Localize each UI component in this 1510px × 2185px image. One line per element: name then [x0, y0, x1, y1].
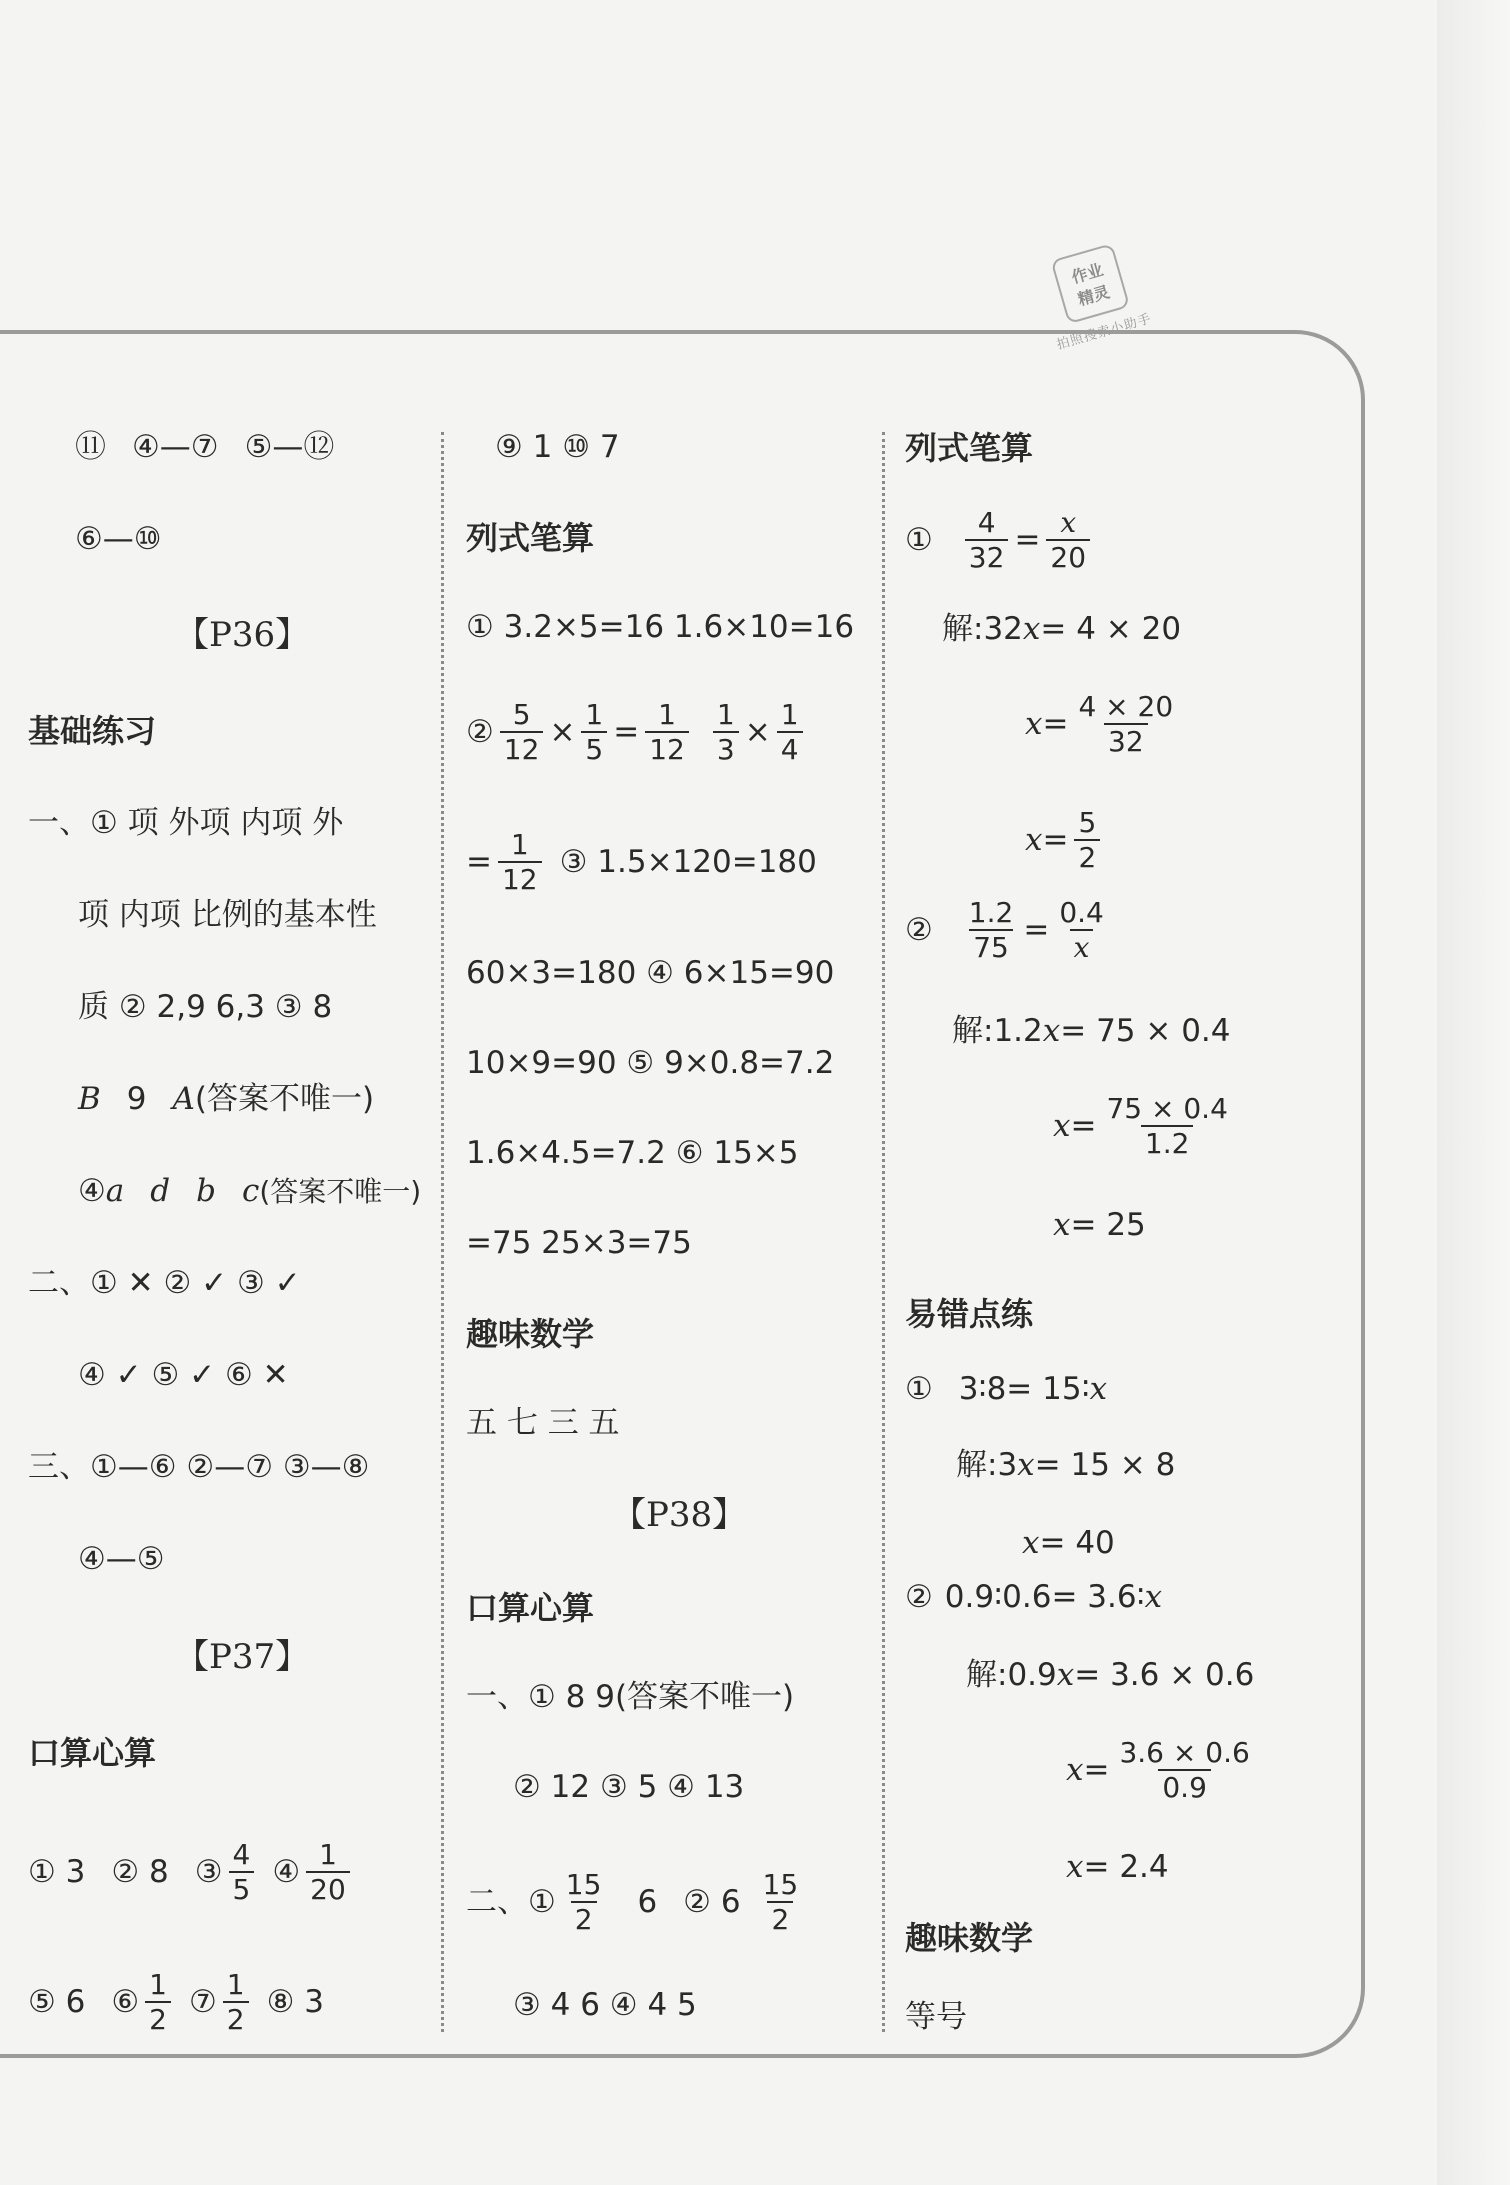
solution-line: x = $\frac{75 \times 0.4}{1.2}$ [1053, 1094, 1238, 1159]
fraction: $\frac{1}{4}$ [777, 700, 803, 765]
fraction: $\frac{75 \times 0.4}{1.2}$ [1106, 1092, 1228, 1161]
solution-line: 解:32 x = 4 × 20 [942, 611, 1182, 647]
solution-line: x = $\frac{3.6 \times 0.6}{0.9}$ [1066, 1738, 1260, 1803]
answer-line: 1.6×4.5=7.2 ⑥ 15×5 [466, 1135, 799, 1171]
answer-line: 二、① $\frac{15}{2}$ 6 ② 6 $\frac{15}{2}$ [466, 1870, 808, 1935]
section-heading: 易错点练 [905, 1295, 1034, 1333]
section-heading: 列式笔算 [466, 519, 595, 557]
fraction: $\frac{1}{2}$ [223, 1970, 249, 2035]
solution-line: 解:3 x = 15 × 8 [956, 1447, 1176, 1483]
fraction: $\frac{1}{12}$ [498, 830, 542, 895]
fraction: $\frac{4}{32}$ [965, 508, 1009, 573]
fraction: $\frac{1}{5}$ [581, 700, 607, 765]
answer-line: = $\frac{1}{12}$ ③ 1.5×120=180 [466, 828, 817, 897]
section-heading: 列式笔算 [905, 429, 1034, 467]
page-ref-p37: 【P37】 [175, 1637, 310, 1677]
solution-line: x = $\frac{4 \times 20}{32}$ [1025, 692, 1183, 757]
fraction: $\frac{1}{20}$ [306, 1840, 350, 1905]
stamp-tag: 拍照搜索小助手 [1055, 311, 1154, 353]
answer-line: ① 3 ② 8 ③ $\frac{4}{5}$ ④ $\frac{1}{20}$ [28, 1840, 356, 1905]
scan-edge [1437, 0, 1510, 2185]
fraction: $\frac{15}{2}$ [565, 1868, 602, 1937]
fraction: $\frac{5}{2}$ [1074, 808, 1100, 873]
fraction: $\frac{1}{3}$ [713, 700, 739, 765]
fraction: $\frac{4}{5}$ [229, 1840, 255, 1905]
answer-line: ④ a d b c (答案不唯一) [78, 1173, 422, 1209]
fraction: $\frac{3.6 \times 0.6}{0.9}$ [1119, 1736, 1250, 1805]
column-divider-2 [882, 432, 885, 2032]
answer-line: ④ ✓ ⑤ ✓ ⑥ ✕ [78, 1357, 289, 1393]
stamp-logo: 作业 精灵 [1050, 243, 1130, 324]
answer-line: ① 3.2×5=16 1.6×10=16 [466, 609, 855, 645]
answer-line: B 9 A (答案不唯一) [78, 1081, 375, 1117]
page-ref-p38: 【P38】 [612, 1495, 747, 1535]
section-heading: 基础练习 [28, 712, 157, 750]
answer-line: ⑥—⑩ [75, 521, 162, 557]
answer-line: 五 七 三 五 [466, 1405, 620, 1441]
answer-line: 一、① 项 外项 内项 外 [28, 805, 344, 841]
answer-line: 10×9=90 ⑤ 9×0.8=7.2 [466, 1045, 835, 1081]
answer-line: 二、① ✕ ② ✓ ③ ✓ [28, 1265, 301, 1301]
equation-line: ① 3∶8= 15∶ x [905, 1371, 1108, 1407]
equation-line: ② $\frac{1.2}{75}$ = $\frac{0.4}{x}$ [905, 898, 1114, 963]
answer-line: 质 ② 2,9 6,3 ③ 8 [78, 989, 333, 1025]
fraction: $\frac{15}{2}$ [762, 1868, 799, 1937]
fraction: $\frac{1}{2}$ [145, 1970, 171, 2035]
answer-line: ② $\frac{5}{12}$ × $\frac{1}{5}$ = $\frac{1}{12}$ $\frac{1}{3}$ × $\frac{1}{4}$ [466, 700, 809, 765]
answer-line: ⑪ ④—⑦ ⑤—⑫ [75, 429, 335, 465]
answer-line: ④—⑤ [78, 1541, 165, 1577]
fraction: $\frac{5}{12}$ [500, 700, 544, 765]
solution-line: x = 2.4 [1066, 1849, 1169, 1885]
section-heading: 趣味数学 [466, 1315, 595, 1353]
answer-line: 60×3=180 ④ 6×15=90 [466, 955, 835, 991]
solution-line: x = 25 [1053, 1207, 1146, 1243]
solution-line: 解:0.9 x = 3.6 × 0.6 [966, 1657, 1255, 1693]
section-heading: 口算心算 [28, 1734, 157, 1772]
answer-line: 项 内项 比例的基本性 [78, 897, 377, 933]
answer-line: =75 25×3=75 [466, 1225, 692, 1261]
fraction: $\frac{x}{20}$ [1046, 508, 1090, 573]
answer-line: ⑤ 6 ⑥ $\frac{1}{2}$ ⑦ $\frac{1}{2}$ ⑧ 3 [28, 1968, 324, 2037]
fraction: $\frac{1.2}{75}$ [968, 896, 1014, 965]
column-divider-1 [441, 432, 444, 2032]
answer-line: 一、① 8 9(答案不唯一) [466, 1679, 795, 1715]
fraction: $\frac{0.4}{x}$ [1059, 896, 1104, 965]
solution-line: x = $\frac{5}{2}$ [1025, 808, 1106, 873]
fraction: $\frac{4 \times 20}{32}$ [1078, 690, 1174, 759]
equation-line: ① $\frac{4}{32}$ = $\frac{x}{20}$ [905, 508, 1096, 573]
answer-line: 等号 [905, 1999, 967, 2035]
equation-line: ② 0.9∶0.6= 3.6∶ x [905, 1579, 1163, 1615]
answer-line: 三、①—⑥ ②—⑦ ③—⑧ [28, 1449, 370, 1485]
page-ref-p36: 【P36】 [175, 615, 310, 655]
answer-line: ⑨ 1 ⑩ 7 [495, 429, 620, 465]
fraction: $\frac{1}{12}$ [645, 700, 689, 765]
section-heading: 口算心算 [466, 1589, 595, 1627]
answer-line: ③ 4 6 ④ 4 5 [513, 1987, 697, 2023]
section-heading: 趣味数学 [905, 1919, 1034, 1957]
solution-line: 解:1.2 x = 75 × 0.4 [952, 1013, 1231, 1049]
solution-line: x = 40 [1022, 1525, 1115, 1561]
answer-line: ② 12 ③ 5 ④ 13 [513, 1769, 745, 1805]
